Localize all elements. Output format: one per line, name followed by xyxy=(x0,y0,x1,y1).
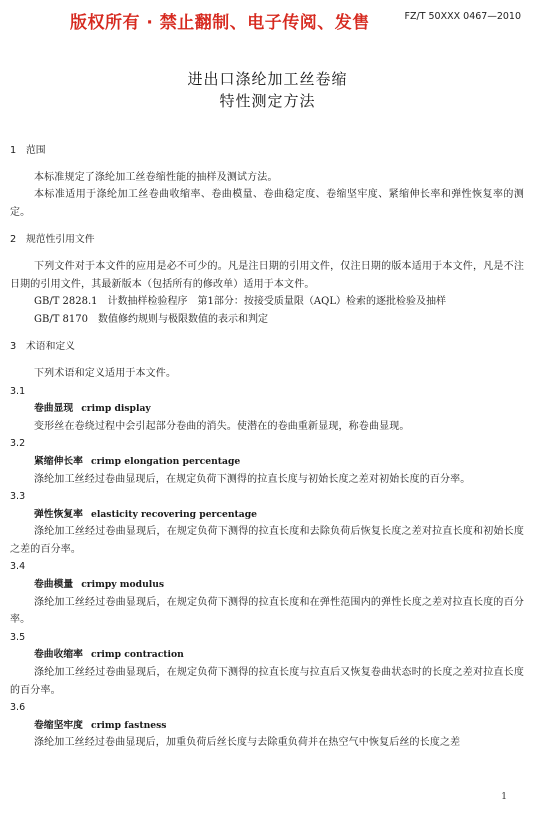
term-name xyxy=(10,506,524,524)
term-name xyxy=(10,576,524,594)
term-name-en: crimp contraction xyxy=(90,649,184,661)
document-title xyxy=(0,68,535,112)
term-number: 3.5 xyxy=(10,631,26,643)
term-number: 3.3 xyxy=(10,491,26,503)
term-name-cn: 卷曲收缩率 xyxy=(34,649,83,661)
term-definition: 涤纶加工丝经过卷曲显现后，在规定负荷下测得的拉直长度与拉直后又恢复卷曲状态时的长度之差对拉直长度的百分率。 xyxy=(10,667,524,696)
term-definition: 涤纶加工丝经过卷曲显现后，在规定负荷下测得的拉直长度和去除负荷后恢复长度之差对拉直长度和初始长度之差的百分率。 xyxy=(10,526,524,555)
term-name-cn: 弹性恢复率 xyxy=(34,508,83,520)
section-3-heading xyxy=(10,338,524,356)
term-definition: 涤纶加工丝经过卷曲显现后，加重负荷后丝长度与去除重负荷并在热空气中恢复后丝的长度之差 xyxy=(34,737,461,749)
section-title: 规范性引用文件 xyxy=(26,234,95,246)
section-number: 1 xyxy=(10,145,17,156)
term-name-cn: 卷曲模量 xyxy=(34,579,74,591)
term-number: 3.1 xyxy=(10,385,26,397)
section-1-heading xyxy=(10,142,524,160)
section-number: 2 xyxy=(10,234,17,246)
term-name xyxy=(10,646,524,664)
title-line-2: 特性测定方法 xyxy=(219,92,316,110)
term-name-cn: 卷缩坚牢度 xyxy=(34,719,83,731)
reference-item: GB/T 8170 数值修约规则与极限数值的表示和判定 xyxy=(34,313,269,325)
document-body xyxy=(10,142,524,752)
term-number: 3.6 xyxy=(10,702,26,714)
term-name-cn: 卷曲显现 xyxy=(34,403,74,415)
term-name-en: crimp elongation percentage xyxy=(90,455,241,467)
paragraph: 本标准规定了涤纶加工丝卷缩性能的抽样及测试方法。 xyxy=(34,171,278,183)
section-title: 术语和定义 xyxy=(26,341,75,353)
reference-item: GB/T 2828.1 计数抽样检验程序 第1部分：按接受质量限（AQL）检索的逐批检验及抽样 xyxy=(34,296,446,308)
term-number: 3.2 xyxy=(10,438,26,450)
term-definition: 涤纶加工丝经过卷曲显现后，在规定负荷下测得的拉直长度与初始长度之差对初始长度的百分率。 xyxy=(34,473,471,485)
page-number: 1 xyxy=(501,792,507,802)
term-definition: 涤纶加工丝经过卷曲显现后，在规定负荷下测得的拉直长度和在弹性范围内的弹性长度之差对拉直长度的百分率。 xyxy=(10,596,524,626)
term-name-en: elasticity recovering percentage xyxy=(90,508,257,520)
paragraph: 下列文件对于本文件的应用是必不可少的。凡是注日期的引用文件，仅注日期的版本适用于本文件，凡是不注日期的引用文件，其最新版本（包括所有的修改单）适用于本文件。 xyxy=(10,260,524,290)
term-name-en: crimp display xyxy=(81,403,151,415)
title-line-1: 进出口涤纶加工丝卷缩 xyxy=(187,70,348,88)
section-title: 范围 xyxy=(26,145,46,156)
section-number: 3 xyxy=(10,341,17,353)
term-number: 3.4 xyxy=(10,561,26,573)
term-name xyxy=(10,400,524,418)
paragraph: 本标准适用于涤纶加工丝卷曲收缩率、卷曲模量、卷曲稳定度、卷缩坚牢度、紧缩伸长率和弹性恢复率的测定。 xyxy=(10,189,524,218)
paragraph: 下列术语和定义适用于本文件。 xyxy=(34,367,177,379)
standard-number: FZ/T 50XXX 0467—2010 xyxy=(404,11,521,22)
copyright-watermark: 版权所有 · 禁止翻制、电子传阅、发售 xyxy=(70,13,370,33)
section-2-heading xyxy=(10,231,524,249)
term-name-en: crimpy modulus xyxy=(81,579,165,591)
term-name xyxy=(10,453,524,471)
term-name-cn: 紧缩伸长率 xyxy=(34,455,83,467)
term-name-en: crimp fastness xyxy=(90,719,167,731)
term-name xyxy=(10,717,524,735)
term-definition: 变形丝在卷绕过程中会引起部分卷曲的消失。使潜在的卷曲重新显现，称卷曲显现。 xyxy=(34,420,410,432)
